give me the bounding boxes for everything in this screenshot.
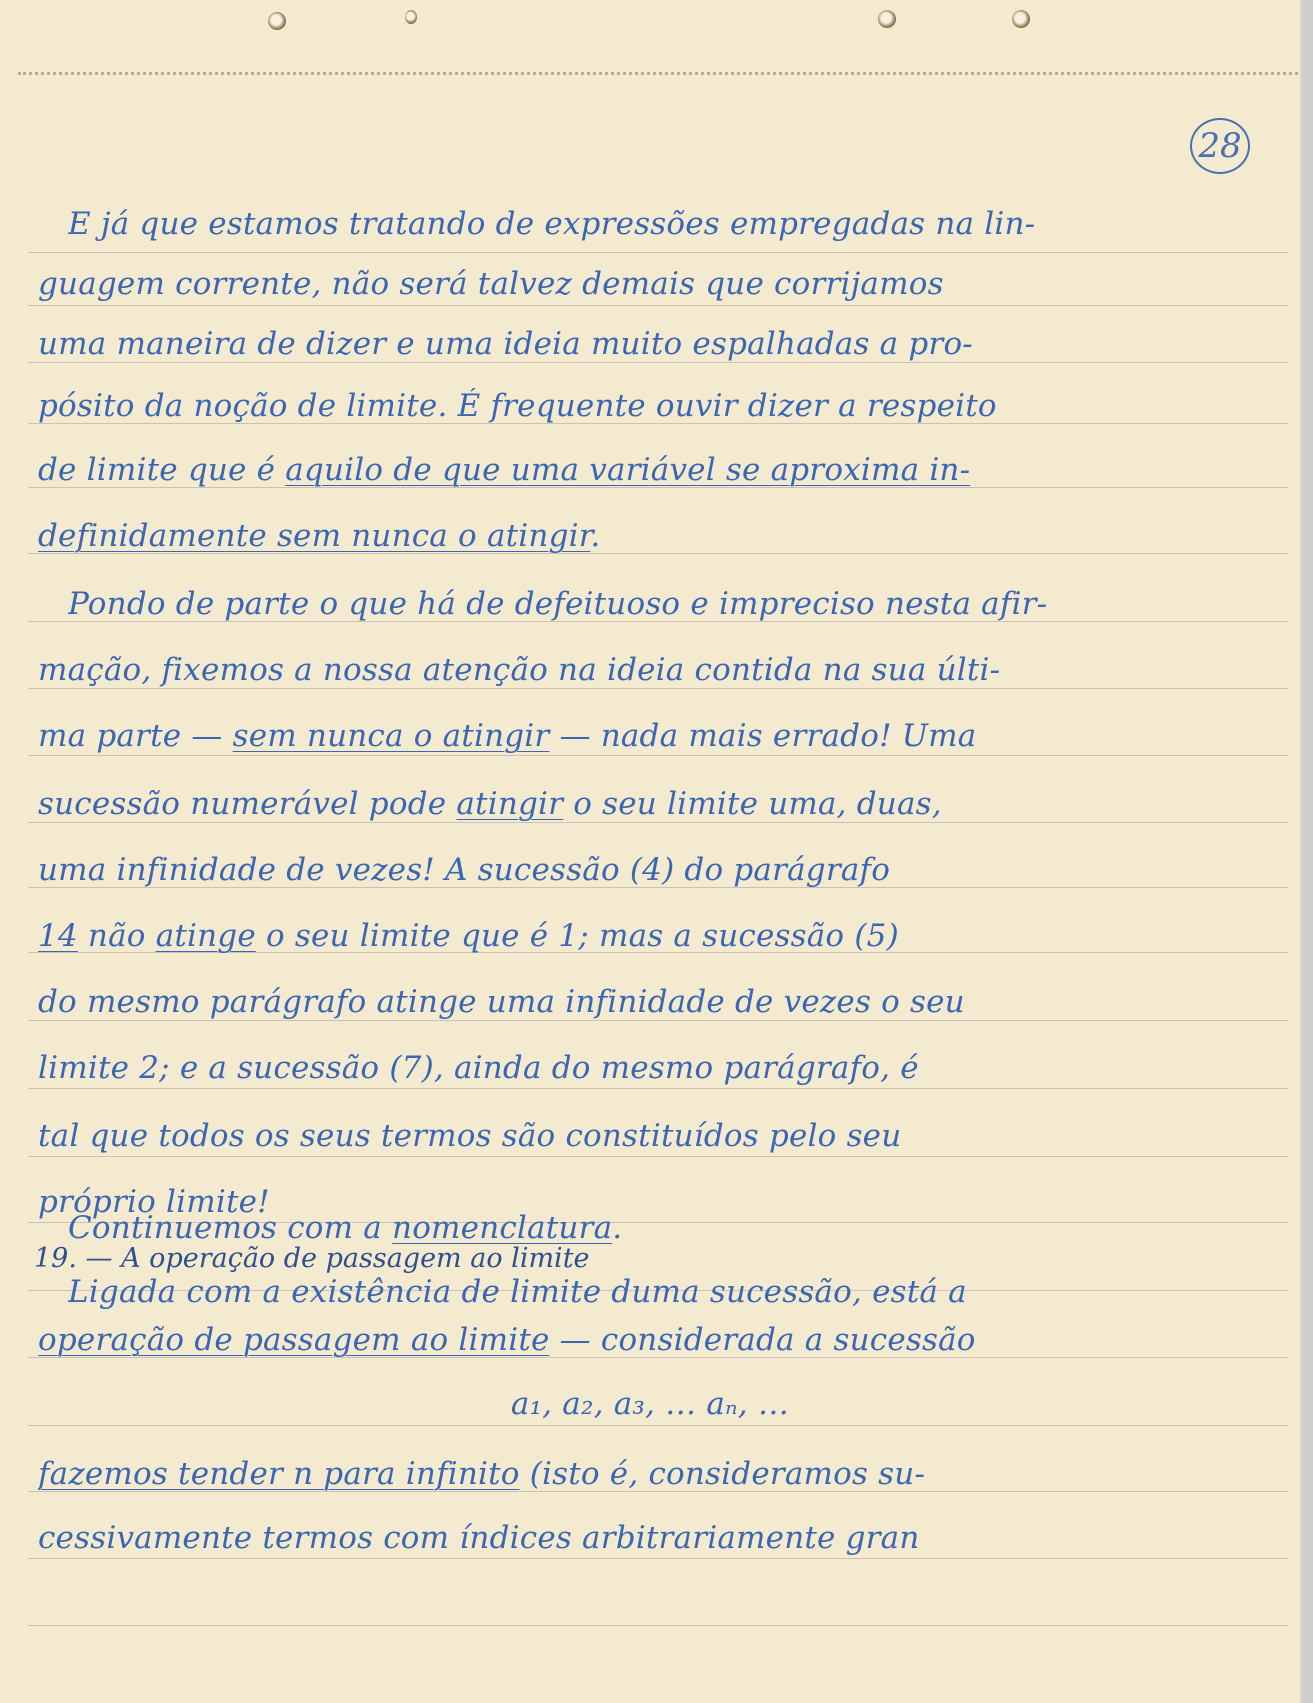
text-fragment: não xyxy=(77,918,156,954)
ruled-line xyxy=(28,688,1288,689)
underlined-phrase: aquilo de que uma variável se aproxima in- xyxy=(285,452,971,488)
text-line: Ligada com a existência de limite duma sucessão, está a xyxy=(68,1274,967,1310)
text-line: do mesmo parágrafo atinge uma infinidade de vezes o seu xyxy=(38,984,965,1020)
underlined-phrase: 14 xyxy=(38,918,78,954)
ruled-line xyxy=(28,1020,1288,1021)
ruled-line xyxy=(28,822,1288,823)
ruled-line xyxy=(28,252,1288,253)
page-number: 28 xyxy=(1190,118,1250,174)
text-line xyxy=(38,718,1278,754)
text-line: Pondo de parte o que há de defeituoso e impreciso nesta afir- xyxy=(68,586,1048,622)
text-fragment: ma parte — xyxy=(38,718,233,754)
text-fragment: Continuemos com a xyxy=(68,1210,393,1246)
text-line xyxy=(68,1210,1300,1246)
text-fragment: — nada mais errado! Uma xyxy=(549,718,977,754)
binding-hole xyxy=(1012,10,1030,28)
underlined-phrase: atingir xyxy=(456,786,564,822)
text-fragment: . xyxy=(590,518,601,554)
binding-hole xyxy=(268,12,286,30)
text-line: tal que todos os seus termos são constituídos pelo seu xyxy=(38,1118,902,1154)
underlined-phrase: fazemos tender n para infinito xyxy=(38,1456,520,1492)
ruled-line xyxy=(28,1425,1288,1426)
ruled-line xyxy=(28,1558,1288,1559)
text-line: mação, fixemos a nossa atenção na ideia contida na sua últi- xyxy=(38,652,1001,688)
text-fragment: o seu limite uma, duas, xyxy=(563,786,942,822)
text-line xyxy=(38,1322,1278,1358)
text-line: pósito da noção de limite. É frequente ouvir dizer a respeito xyxy=(38,388,997,424)
ruled-line xyxy=(28,305,1288,306)
ruled-line xyxy=(28,1625,1288,1626)
text-line: uma maneira de dizer e uma ideia muito espalhadas a pro- xyxy=(38,326,973,362)
underlined-phrase: nomenclatura xyxy=(392,1210,613,1246)
ruled-line xyxy=(28,362,1288,363)
text-fragment: de limite que é xyxy=(38,452,286,488)
text-line: E já que estamos tratando de expressões empregadas na lin- xyxy=(68,206,1036,242)
text-fragment: (isto é, consideramos su- xyxy=(519,1456,926,1492)
binding-hole xyxy=(878,10,896,28)
text-line xyxy=(38,518,1278,554)
underlined-phrase: atinge xyxy=(155,918,256,954)
text-line: limite 2; e a sucessão (7), ainda do mesmo parágrafo, é xyxy=(38,1050,919,1086)
binding-hole xyxy=(405,10,417,24)
text-fragment: sucessão numerável pode xyxy=(38,786,457,822)
underlined-phrase: operação de passagem ao limite xyxy=(38,1322,550,1358)
text-line xyxy=(38,786,1278,822)
text-fragment: — considerada a sucessão xyxy=(549,1322,976,1358)
text-line: cessivamente termos com índices arbitrariamente gran xyxy=(38,1520,920,1556)
underlined-phrase: sem nunca o atingir xyxy=(232,718,550,754)
ruled-line xyxy=(28,1088,1288,1089)
text-line xyxy=(38,1456,1278,1492)
ruled-line xyxy=(28,1156,1288,1157)
text-line xyxy=(38,918,1278,954)
text-line: próprio limite! xyxy=(38,1184,270,1220)
text-line: uma infinidade de vezes! A sucessão (4) do parágrafo xyxy=(38,852,891,888)
perforation-line xyxy=(18,72,1298,75)
ruled-line xyxy=(28,755,1288,756)
underlined-phrase: definidamente sem nunca o atingir xyxy=(38,518,591,554)
text-fragment: . xyxy=(612,1210,623,1246)
formula: a₁, a₂, a₃, … aₙ, … xyxy=(510,1386,790,1422)
text-line: guagem corrente, não será talvez demais que corrijamos xyxy=(38,266,944,302)
section-heading: 19. — A operação de passagem ao limite xyxy=(34,1243,590,1274)
text-fragment: o seu limite que é 1; mas a sucessão (5) xyxy=(255,918,899,954)
text-line xyxy=(38,452,1278,488)
